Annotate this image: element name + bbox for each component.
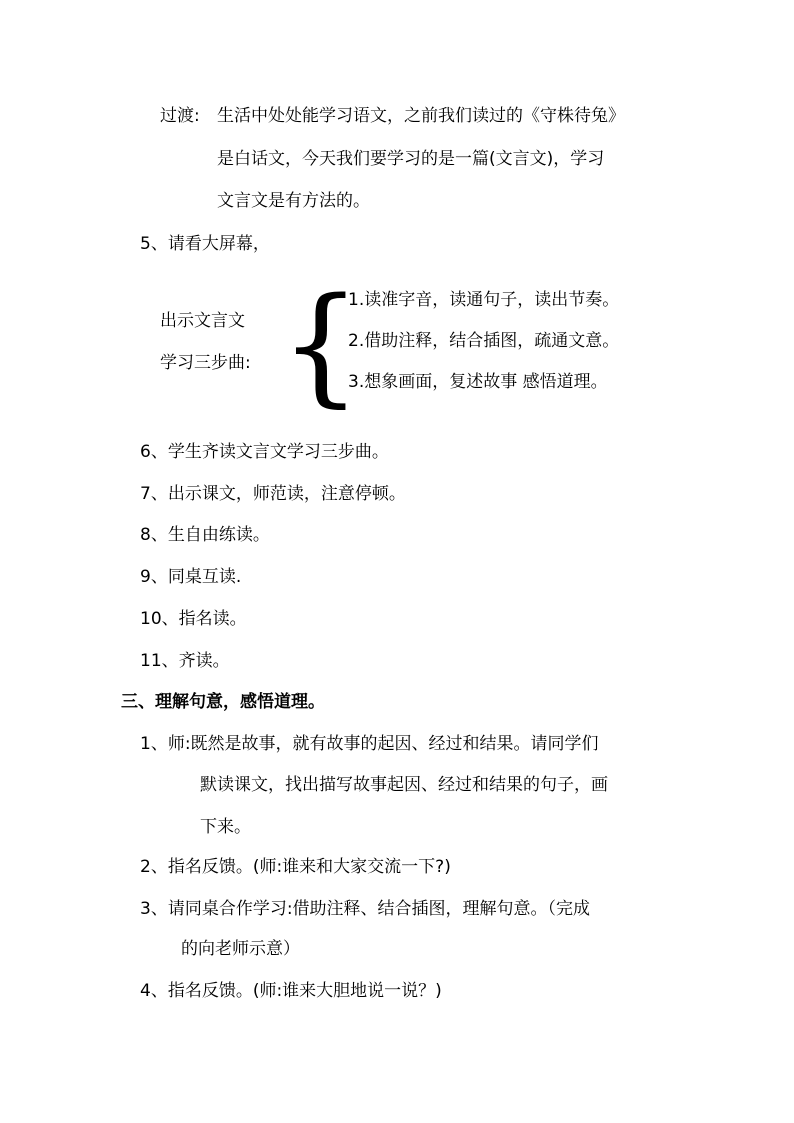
method-step-1: 1.读准字音，读通句子，读出节奏。	[348, 290, 620, 310]
step-8: 8、生自由练读。	[140, 525, 270, 545]
section-3-item-3-line-1: 3、请同桌合作学习:借助注释、结合插图，理解句意。（完成	[140, 899, 591, 919]
section-3-item-1-line-2: 默读课文，找出描写故事起因、经过和结果的句子，画	[200, 775, 608, 795]
step-11: 11、齐读。	[140, 651, 230, 671]
step-7: 7、出示课文，师范读，注意停顿。	[140, 484, 406, 504]
step-5: 5、请看大屏幕，	[140, 234, 270, 254]
step-6: 6、学生齐读文言文学习三步曲。	[140, 442, 389, 462]
method-step-3: 3.想象画面，复述故事 感悟道理。	[348, 372, 608, 392]
section-3-item-2: 2、指名反馈。(师:谁来和大家交流一下?)	[140, 857, 451, 877]
step-10: 10、指名读。	[140, 609, 247, 629]
section-3-heading: 三、理解句意，感悟道理。	[121, 692, 325, 712]
transition-label: 过渡:	[160, 106, 200, 126]
section-3-item-1-line-1: 1、师:既然是故事，就有故事的起因、经过和结果。请同学们	[140, 734, 599, 754]
section-3-item-4: 4、指名反馈。(师:谁来大胆地说一说？)	[140, 981, 442, 1001]
transition-line-1: 生活中处处能学习语文，之前我们读过的《守株待兔》	[217, 106, 625, 126]
method-title-line-2: 学习三步曲:	[160, 353, 251, 373]
transition-line-3: 文言文是有方法的。	[217, 191, 370, 211]
section-3-item-1-line-3: 下来。	[200, 817, 251, 837]
method-step-2: 2.借助注释，结合插图，疏通文意。	[348, 331, 620, 351]
transition-line-2: 是白话文，今天我们要学习的是一篇(文言文)，学习	[217, 149, 605, 169]
section-3-item-3-line-2: 的向老师示意）	[181, 939, 300, 959]
method-title-line-1: 出示文言文	[160, 311, 245, 331]
step-9: 9、同桌互读.	[140, 567, 242, 587]
curly-brace-icon: {	[280, 271, 362, 420]
